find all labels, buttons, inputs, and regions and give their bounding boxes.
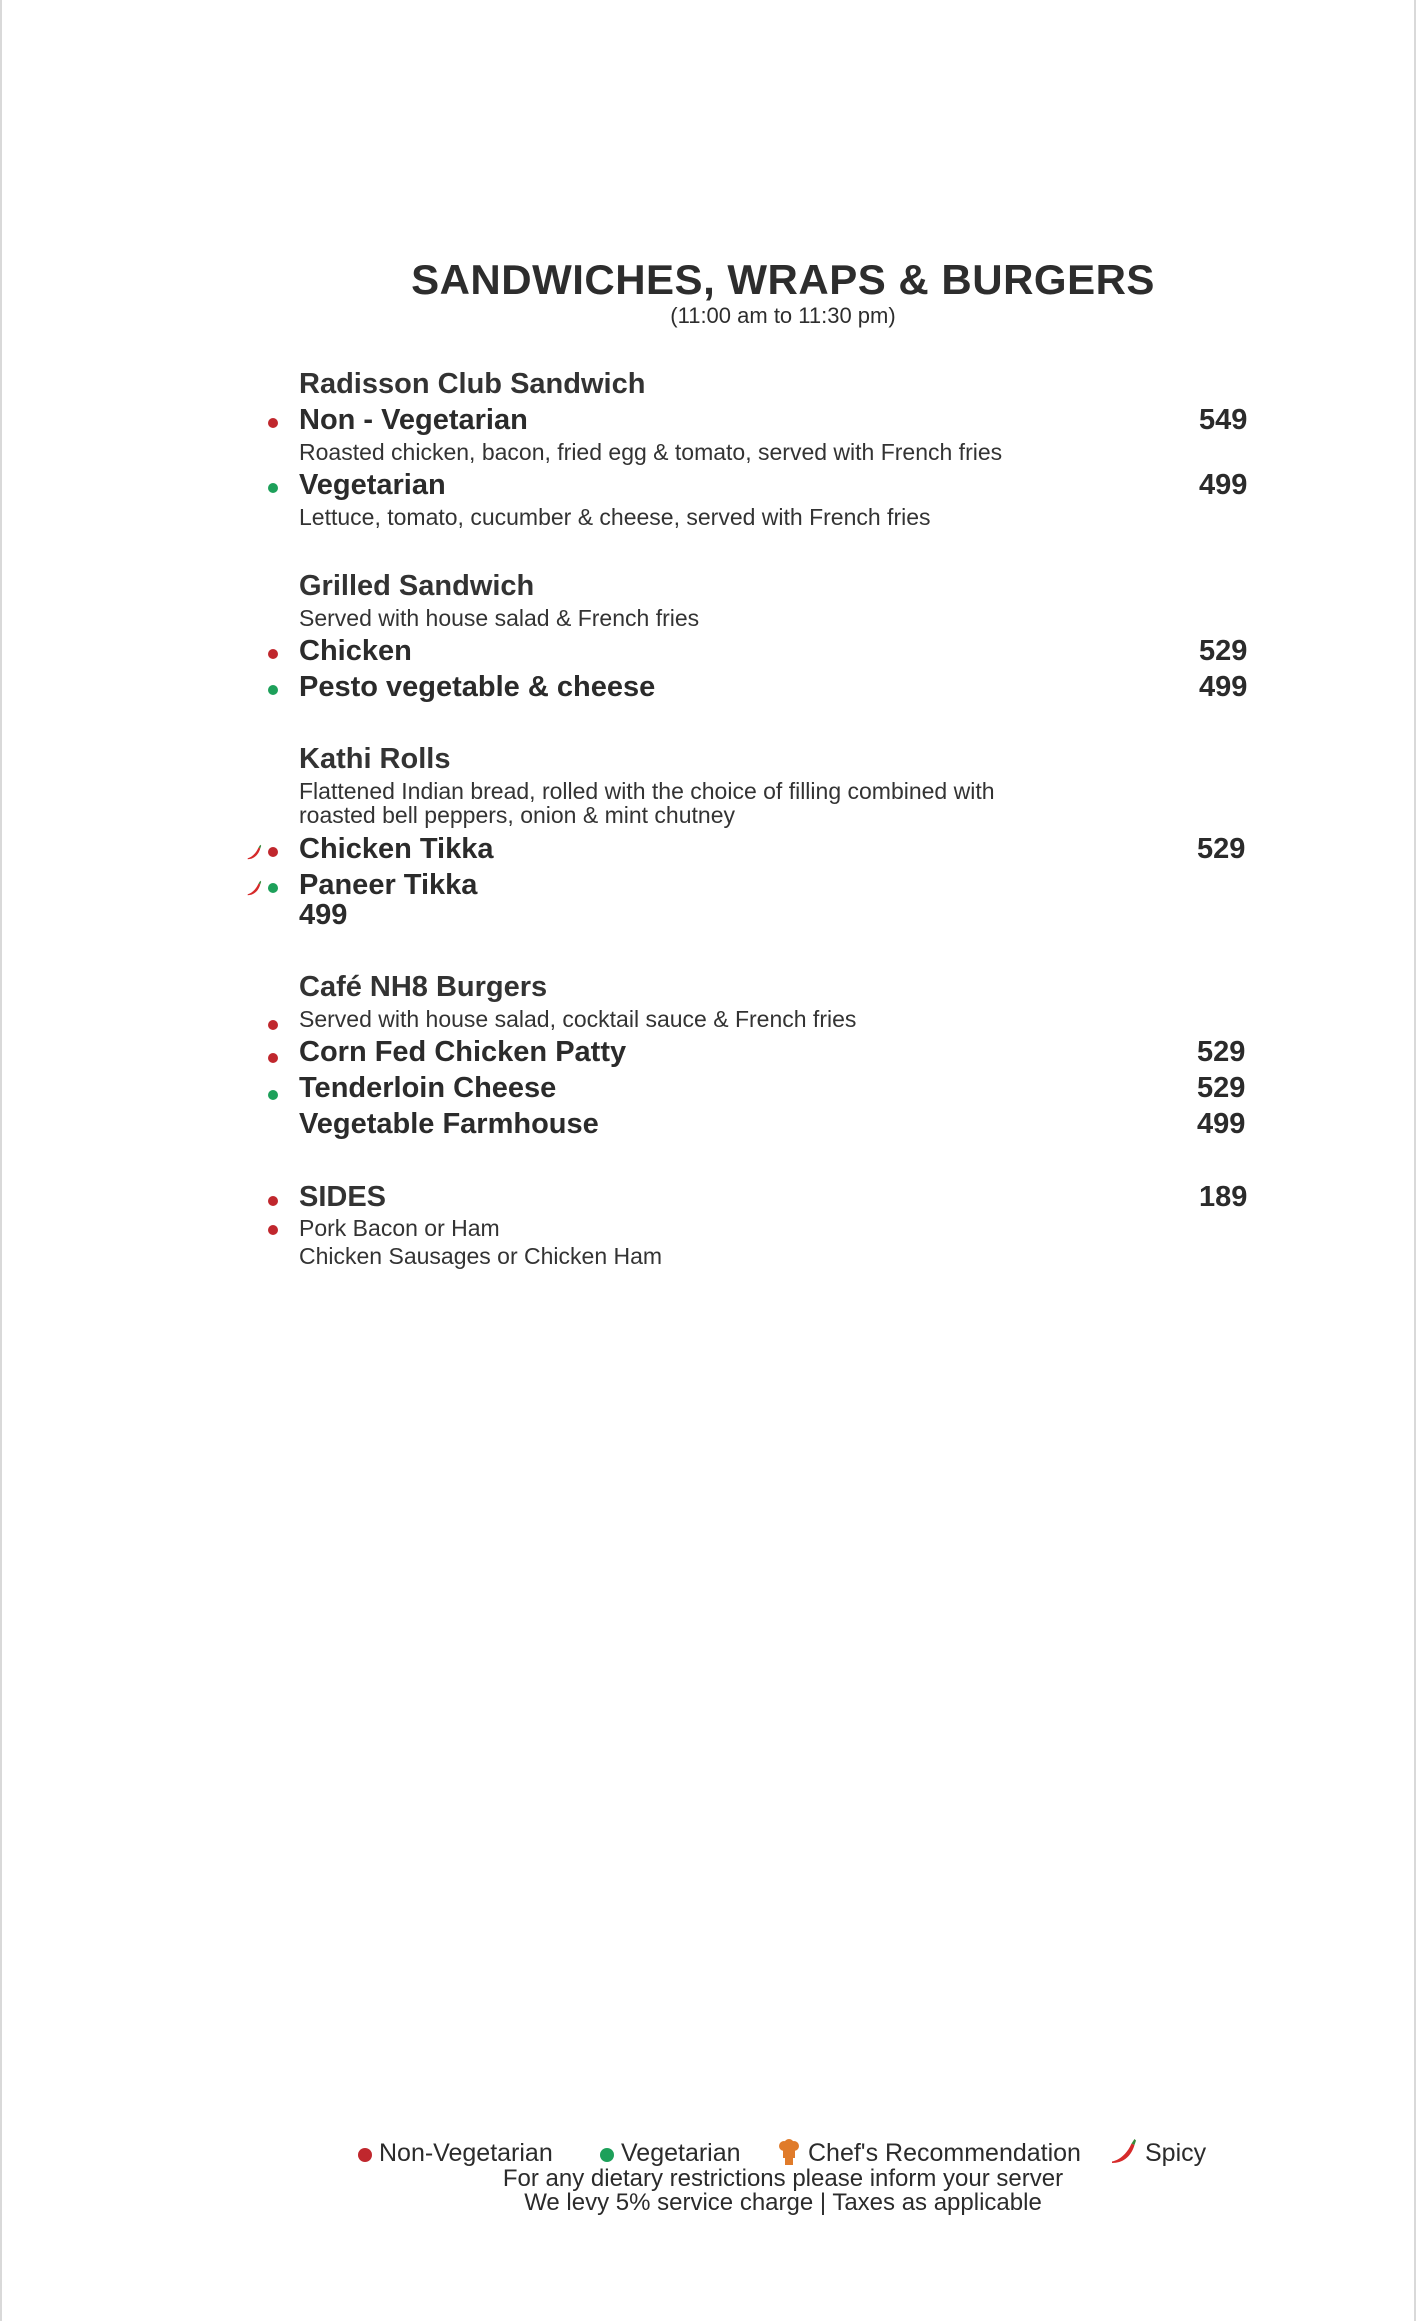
- non-veg-dot-icon: [268, 847, 278, 857]
- non-veg-dot-icon: [268, 418, 278, 428]
- menu-title: SANDWICHES, WRAPS & BURGERS: [411, 256, 1155, 303]
- legend-spicy: Spicy: [1145, 2139, 1207, 2167]
- item-name: Chicken: [299, 635, 412, 667]
- spicy-legend-icon: [1109, 2136, 1139, 2166]
- side-item: Chicken Sausages or Chicken Ham: [299, 1243, 663, 1269]
- dietary-note: For any dietary restrictions please inform your server: [502, 2165, 1064, 2192]
- veg-dot-icon: [268, 483, 278, 493]
- section-description: roasted bell peppers, onion & mint chutney: [299, 802, 735, 828]
- item-price: 529: [1197, 833, 1246, 865]
- section-title-club: Radisson Club Sandwich: [299, 368, 646, 400]
- item-price: 529: [1197, 1072, 1246, 1104]
- section-title-grilled: Grilled Sandwich: [299, 570, 535, 602]
- spicy-chili-icon: [245, 843, 263, 861]
- non-veg-legend-icon: [358, 2148, 372, 2162]
- item-price: 529: [1199, 635, 1248, 667]
- legend-chef: Chef's Recommendation: [808, 2139, 1081, 2167]
- section-description: Flattened Indian bread, rolled with the choice of filling combined with: [299, 778, 995, 804]
- menu-hours: (11:00 am to 11:30 pm): [670, 303, 896, 328]
- legend-veg: Vegetarian: [621, 2139, 741, 2167]
- veg-legend-icon: [600, 2148, 614, 2162]
- item-price: 549: [1199, 404, 1248, 436]
- item-name: Vegetable Farmhouse: [299, 1108, 599, 1140]
- item-name: Non - Vegetarian: [299, 404, 528, 436]
- side-item: Pork Bacon or Ham: [299, 1215, 500, 1241]
- non-veg-dot-icon: [268, 1225, 278, 1235]
- item-name: Pesto vegetable & cheese: [299, 671, 656, 703]
- non-veg-dot-icon: [268, 1053, 278, 1063]
- chef-hat-icon: [778, 2139, 800, 2167]
- item-price: 499: [1199, 671, 1248, 703]
- section-title-sides: SIDES: [299, 1181, 387, 1213]
- non-veg-dot-icon: [268, 1020, 278, 1030]
- item-price: 499: [1197, 1108, 1246, 1140]
- item-name: Chicken Tikka: [299, 833, 494, 865]
- section-description: Served with house salad, cocktail sauce & French fries: [299, 1006, 857, 1032]
- service-charge-note: We levy 5% service charge | Taxes as applicable: [524, 2189, 1042, 2216]
- item-price: 529: [1197, 1036, 1246, 1068]
- item-name: Vegetarian: [299, 469, 446, 501]
- section-title-kathi: Kathi Rolls: [299, 743, 451, 775]
- veg-dot-icon: [268, 1090, 278, 1100]
- item-name: Paneer Tikka: [299, 869, 478, 901]
- veg-dot-icon: [268, 883, 278, 893]
- spicy-chili-icon: [245, 879, 263, 897]
- non-veg-dot-icon: [268, 649, 278, 659]
- item-name: Corn Fed Chicken Patty: [299, 1036, 627, 1068]
- legend-non-veg: Non-Vegetarian: [379, 2139, 553, 2167]
- item-name: Tenderloin Cheese: [299, 1072, 557, 1104]
- item-price: 189: [1199, 1181, 1248, 1213]
- section-title-burgers: Café NH8 Burgers: [299, 971, 548, 1003]
- item-price: 499: [1199, 469, 1248, 501]
- item-price: 499: [299, 899, 348, 931]
- veg-dot-icon: [268, 685, 278, 695]
- non-veg-dot-icon: [268, 1196, 278, 1206]
- section-description: Served with house salad & French fries: [299, 605, 700, 631]
- item-description: Roasted chicken, bacon, fried egg & tomato, served with French fries: [299, 439, 1003, 465]
- item-description: Lettuce, tomato, cucumber & cheese, served with French fries: [299, 504, 931, 530]
